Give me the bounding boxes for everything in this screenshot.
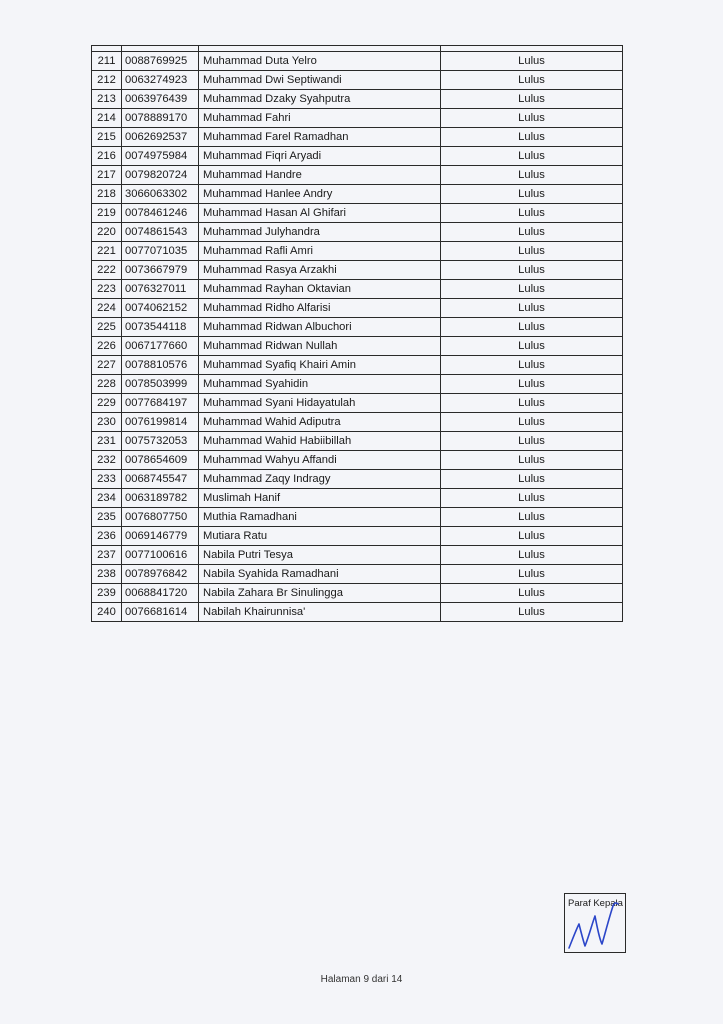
table-row bbox=[92, 470, 623, 489]
nisn-cell: 0069146779 bbox=[122, 527, 199, 546]
student-name-cell: Muhammad Rasya Arzakhi bbox=[199, 261, 441, 280]
student-name-cell: Muhammad Hasan Al Ghifari bbox=[199, 204, 441, 223]
table-row bbox=[92, 109, 623, 128]
status-cell: Lulus bbox=[441, 71, 623, 90]
status-cell: Lulus bbox=[441, 242, 623, 261]
student-name-cell: Muhammad Hanlee Andry bbox=[199, 185, 441, 204]
student-name-cell: Muslimah Hanif bbox=[199, 489, 441, 508]
student-name-cell: Muhammad Wahyu Affandi bbox=[199, 451, 441, 470]
status-cell: Lulus bbox=[441, 413, 623, 432]
table-row bbox=[92, 413, 623, 432]
table-row bbox=[92, 90, 623, 109]
status-cell: Lulus bbox=[441, 185, 623, 204]
table-row bbox=[92, 299, 623, 318]
status-cell: Lulus bbox=[441, 128, 623, 147]
nisn-cell: 0077071035 bbox=[122, 242, 199, 261]
status-cell: Lulus bbox=[441, 489, 623, 508]
nisn-cell: 0068745547 bbox=[122, 470, 199, 489]
status-cell: Lulus bbox=[441, 508, 623, 527]
nisn-cell: 0077100616 bbox=[122, 546, 199, 565]
status-cell: Lulus bbox=[441, 603, 623, 622]
nisn-cell: 0078889170 bbox=[122, 109, 199, 128]
table-row bbox=[92, 584, 623, 603]
student-name-cell: Muhammad Julyhandra bbox=[199, 223, 441, 242]
table-row bbox=[92, 185, 623, 204]
table-row bbox=[92, 318, 623, 337]
row-number-cell: 220 bbox=[92, 223, 122, 242]
row-number-cell: 211 bbox=[92, 52, 122, 71]
nisn-cell: 0073667979 bbox=[122, 261, 199, 280]
nisn-cell: 0076199814 bbox=[122, 413, 199, 432]
status-cell: Lulus bbox=[441, 90, 623, 109]
nisn-cell: 0079820724 bbox=[122, 166, 199, 185]
row-number-cell: 239 bbox=[92, 584, 122, 603]
row-number-cell: 218 bbox=[92, 185, 122, 204]
table-row bbox=[92, 204, 623, 223]
row-number-cell: 235 bbox=[92, 508, 122, 527]
status-cell: Lulus bbox=[441, 451, 623, 470]
nisn-cell: 0078810576 bbox=[122, 356, 199, 375]
table-row bbox=[92, 337, 623, 356]
row-number-cell: 236 bbox=[92, 527, 122, 546]
table-row bbox=[92, 508, 623, 527]
student-name-cell: Muhammad Rayhan Oktavian bbox=[199, 280, 441, 299]
page-number: Halaman 9 dari 14 bbox=[320, 974, 403, 985]
nisn-cell: 0078461246 bbox=[122, 204, 199, 223]
row-number-cell: 215 bbox=[92, 128, 122, 147]
nisn-cell: 0078976842 bbox=[122, 565, 199, 584]
row-number-cell: 231 bbox=[92, 432, 122, 451]
table-row bbox=[92, 489, 623, 508]
table-row bbox=[92, 565, 623, 584]
student-name-cell: Muthia Ramadhani bbox=[199, 508, 441, 527]
row-number-cell: 229 bbox=[92, 394, 122, 413]
status-cell: Lulus bbox=[441, 109, 623, 128]
row-number-cell: 212 bbox=[92, 71, 122, 90]
status-cell: Lulus bbox=[441, 204, 623, 223]
student-name-cell: Nabila Syahida Ramadhani bbox=[199, 565, 441, 584]
row-number-cell: 226 bbox=[92, 337, 122, 356]
row-number-cell: 224 bbox=[92, 299, 122, 318]
student-name-cell: Muhammad Syani Hidayatulah bbox=[199, 394, 441, 413]
table-row bbox=[92, 375, 623, 394]
table-row bbox=[92, 280, 623, 299]
student-name-cell: Muhammad Dzaky Syahputra bbox=[199, 90, 441, 109]
nisn-cell: 0074062152 bbox=[122, 299, 199, 318]
table-row bbox=[92, 394, 623, 413]
student-name-cell: Muhammad Farel Ramadhan bbox=[199, 128, 441, 147]
student-name-cell: Mutiara Ratu bbox=[199, 527, 441, 546]
student-name-cell: Nabila Zahara Br Sinulingga bbox=[199, 584, 441, 603]
row-number-cell: 222 bbox=[92, 261, 122, 280]
student-name-cell: Muhammad Fahri bbox=[199, 109, 441, 128]
status-cell: Lulus bbox=[441, 527, 623, 546]
row-number-cell: 221 bbox=[92, 242, 122, 261]
student-name-cell: Muhammad Zaqy Indragy bbox=[199, 470, 441, 489]
row-number-cell: 228 bbox=[92, 375, 122, 394]
nisn-cell: 0076681614 bbox=[122, 603, 199, 622]
row-number-cell: 214 bbox=[92, 109, 122, 128]
row-number-cell: 238 bbox=[92, 565, 122, 584]
graduation-results-table bbox=[91, 45, 623, 622]
nisn-cell: 0062692537 bbox=[122, 128, 199, 147]
table-row bbox=[92, 71, 623, 90]
row-number-cell: 225 bbox=[92, 318, 122, 337]
row-number-cell: 232 bbox=[92, 451, 122, 470]
status-cell: Lulus bbox=[441, 375, 623, 394]
student-name-cell: Muhammad Wahid Habiibillah bbox=[199, 432, 441, 451]
nisn-cell: 3066063302 bbox=[122, 185, 199, 204]
nisn-cell: 0074975984 bbox=[122, 147, 199, 166]
table-row bbox=[92, 261, 623, 280]
nisn-cell: 0078654609 bbox=[122, 451, 199, 470]
row-number-cell: 237 bbox=[92, 546, 122, 565]
status-cell: Lulus bbox=[441, 318, 623, 337]
student-name-cell: Muhammad Ridho Alfarisi bbox=[199, 299, 441, 318]
row-number-cell: 217 bbox=[92, 166, 122, 185]
table-row bbox=[92, 242, 623, 261]
student-name-cell: Nabilah Khairunnisa' bbox=[199, 603, 441, 622]
nisn-cell: 0068841720 bbox=[122, 584, 199, 603]
table-row bbox=[92, 527, 623, 546]
table-row bbox=[92, 432, 623, 451]
student-name-cell: Muhammad Wahid Adiputra bbox=[199, 413, 441, 432]
nisn-cell: 0067177660 bbox=[122, 337, 199, 356]
status-cell: Lulus bbox=[441, 337, 623, 356]
student-name-cell: Muhammad Syahidin bbox=[199, 375, 441, 394]
status-cell: Lulus bbox=[441, 470, 623, 489]
nisn-cell: 0063189782 bbox=[122, 489, 199, 508]
student-name-cell: Muhammad Ridwan Nullah bbox=[199, 337, 441, 356]
student-name-cell: Muhammad Handre bbox=[199, 166, 441, 185]
nisn-cell: 0075732053 bbox=[122, 432, 199, 451]
paraf-label: Paraf Kepala bbox=[568, 898, 623, 909]
status-cell: Lulus bbox=[441, 223, 623, 242]
nisn-cell: 0076807750 bbox=[122, 508, 199, 527]
nisn-cell: 0063976439 bbox=[122, 90, 199, 109]
student-name-cell: Muhammad Syafiq Khairi Amin bbox=[199, 356, 441, 375]
nisn-cell: 0073544118 bbox=[122, 318, 199, 337]
row-number-cell: 233 bbox=[92, 470, 122, 489]
table-row bbox=[92, 52, 623, 71]
row-number-cell: 234 bbox=[92, 489, 122, 508]
row-number-cell: 240 bbox=[92, 603, 122, 622]
status-cell: Lulus bbox=[441, 394, 623, 413]
row-number-cell: 219 bbox=[92, 204, 122, 223]
nisn-cell: 0074861543 bbox=[122, 223, 199, 242]
row-number-cell: 230 bbox=[92, 413, 122, 432]
nisn-cell: 0077684197 bbox=[122, 394, 199, 413]
status-cell: Lulus bbox=[441, 261, 623, 280]
status-cell: Lulus bbox=[441, 52, 623, 71]
status-cell: Lulus bbox=[441, 299, 623, 318]
student-name-cell: Muhammad Fiqri Aryadi bbox=[199, 147, 441, 166]
table-row bbox=[92, 603, 623, 622]
status-cell: Lulus bbox=[441, 584, 623, 603]
table-body bbox=[92, 46, 623, 622]
table-row bbox=[92, 356, 623, 375]
status-cell: Lulus bbox=[441, 546, 623, 565]
signature-icon bbox=[565, 894, 625, 952]
status-cell: Lulus bbox=[441, 280, 623, 299]
row-number-cell: 223 bbox=[92, 280, 122, 299]
student-name-cell: Muhammad Rafli Amri bbox=[199, 242, 441, 261]
table-row bbox=[92, 546, 623, 565]
paraf-box bbox=[564, 893, 626, 953]
table-row bbox=[92, 166, 623, 185]
status-cell: Lulus bbox=[441, 356, 623, 375]
table-row bbox=[92, 128, 623, 147]
status-cell: Lulus bbox=[441, 166, 623, 185]
nisn-cell: 0088769925 bbox=[122, 52, 199, 71]
nisn-cell: 0063274923 bbox=[122, 71, 199, 90]
nisn-cell: 0076327011 bbox=[122, 280, 199, 299]
student-name-cell: Nabila Putri Tesya bbox=[199, 546, 441, 565]
nisn-cell: 0078503999 bbox=[122, 375, 199, 394]
table-row bbox=[92, 451, 623, 470]
status-cell: Lulus bbox=[441, 432, 623, 451]
row-number-cell: 216 bbox=[92, 147, 122, 166]
table-row bbox=[92, 147, 623, 166]
row-number-cell: 213 bbox=[92, 90, 122, 109]
status-cell: Lulus bbox=[441, 565, 623, 584]
student-name-cell: Muhammad Dwi Septiwandi bbox=[199, 71, 441, 90]
row-number-cell: 227 bbox=[92, 356, 122, 375]
status-cell: Lulus bbox=[441, 147, 623, 166]
student-name-cell: Muhammad Ridwan Albuchori bbox=[199, 318, 441, 337]
student-name-cell: Muhammad Duta Yelro bbox=[199, 52, 441, 71]
table-row bbox=[92, 223, 623, 242]
